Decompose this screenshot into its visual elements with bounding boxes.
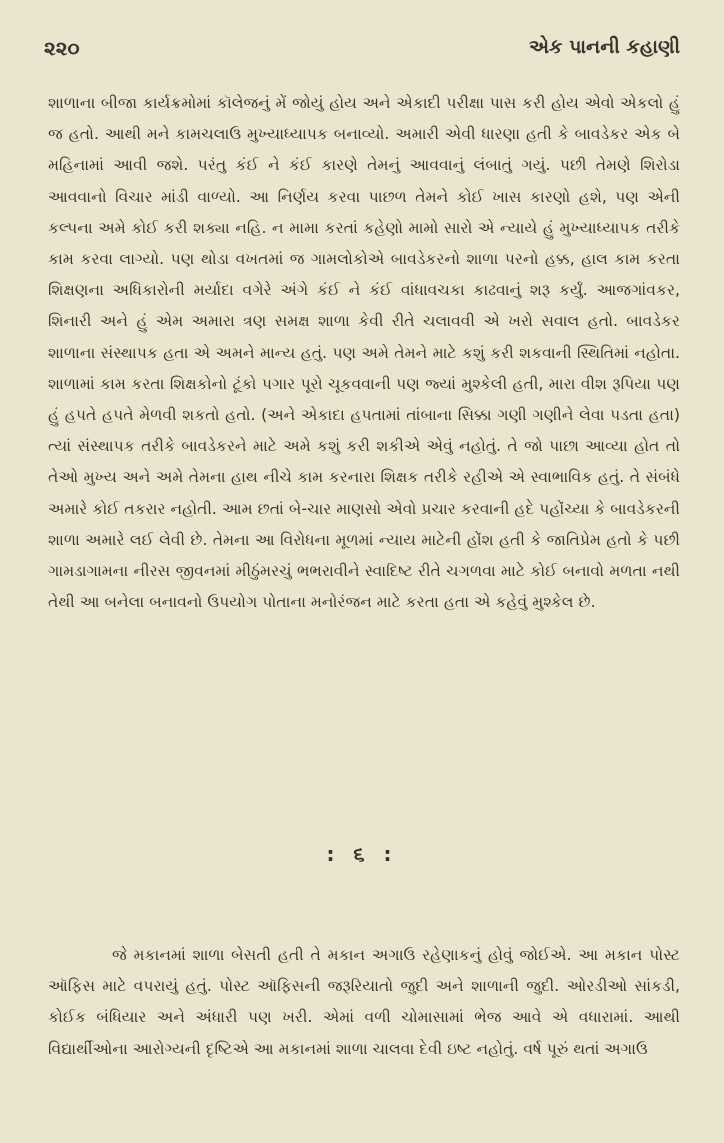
section-marker: : ૬ : [326, 842, 398, 866]
paragraph-2: જે મકાનમાં શાળા બેસતી હતી તે મકાન અગાઉ રહેણાકનું હોવું જોઈએ. આ મકાન પોસ્ટ ઑફિસ માટે વપરાયું હતું. પોસ્ટ ઑફિસની જરૂરિયાતો જુદી અને શાળાની જુદી. ઓરડીઓ સાંકડી, કોઈક બંધિયાર અને અંધારી પણ ખરી. એમાં વળી ચોમાસામાં ભેજ આવે એ વધારામાં. આથી વિદ્યાર્થીઓના આરોગ્યની દૃષ્ટિએ આ મકાનમાં શાળા ચાલવા દેવી ઇષ્ટ નહોતું. વર્ષ પૂરું થતાં અગાઉ [48, 946, 680, 1058]
paragraph-1: શાળાના બીજા કાર્યક્રમોમાં કૉલેજનું મેં જોયું હોય અને એકાદી પરીક્ષા પાસ કરી હોય એવો એકલો હું જ હતો. આથી મને કામચલાઉ મુખ્યાધ્યાપક બનાવ્યો. અમારી એવી ધારણા હતી કે બાવડેકર એક બે મહિનામાં આવી જશે. પરંતુ કંઈ ને કંઈ કારણે તેમનું આવવાનું લંબાતું ગયું. પછી તેમણે શિરોડા આવવાનો વિચાર માંડી વાળ્યો. આ નિર્ણય કરવા પાછળ તેમને કોઈ ખાસ કારણો હશે, પણ એની કલ્પના અમે કોઈ કરી શક્યા નહિ. ન મામા કરતાં કહેણો મામો સારો એ ન્યાયે હું મુખ્યાધ્યાપક તરીકે કામ કરવા લાગ્યો. પણ થોડા વખતમાં જ ગામલોકોએ બાવડેકરનો શાળા પરનો હક્ક, હાલ કામ કરતા શિક્ષણના અધિકારોની મર્યાદા વગેરે અંગે કંઈ ને કંઈ વાંધાવચકા કાઢવાનું શરૂ કર્યું. આજગાંવકર, શિનારી અને હું એમ અમારા ત્રણ સમક્ષ શાળા કેવી રીતે ચલાવવી એ ખરો સવાલ હતો. બાવડેકર શાળાના સંસ્થાપક હતા એ અમને માન્ય હતું. પણ અમે તેમને માટે કશું કરી શકવાની સ્થિતિમાં નહોતા. શાળામાં કામ કરતા શિક્ષકોનો ટૂંકો પગાર પૂરો ચૂકવવાની પણ જ્યાં મુશ્કેલી હતી, મારા વીશ રૂપિયા પણ હું હપતે હપતે મેળવી શકતો હતો. (અને એકાદા હપતામાં તાંબાના સિક્કા ગણી ગણીને લેવા પડતા હતા) ત્યાં સંસ્થાપક તરીકે બાવડેકરને માટે અમે કશું કરી શકીએ એવું નહોતું. તે જો પાછા આવ્યા હોત તો તેઓ મુખ્ય અને અમે તેમના હાથ નીચે કામ કરનારા શિક્ષક તરીકે રહીએ એ સ્વાભાવિક હતું. તે સંબંધે અમારે કોઈ તકરાર નહોતી. આમ છતાં બે-ચાર માણસો એવો પ્રચાર કરવાની હદે પહોંચ્યા કે બાવડેકરની શાળા અમારે લઈ લેવી છે. તેમના આ વિરોધના મૂળમાં ન્યાય માટેની હોંશ હતી કે જાતિપ્રેમ હતો કે પછી ગામડાગામના નીરસ જીવનમાં મીઠુંમરચું ભભરાવીને સ્વાદિષ્ટ રીતે ચગળવા માટે કોઈ બનાવો મળતા નથી તેથી આ બનેલા બનાવનો ઉપયોગ પોતાના મનોરંજન માટે કરતા હતા એ કહેવું મુશ્કેલ છે. [48, 94, 680, 612]
running-title: એક પાનની કહાણી [529, 36, 680, 58]
page-number: ૨૨૦ [44, 36, 80, 60]
page-header [44, 36, 680, 66]
